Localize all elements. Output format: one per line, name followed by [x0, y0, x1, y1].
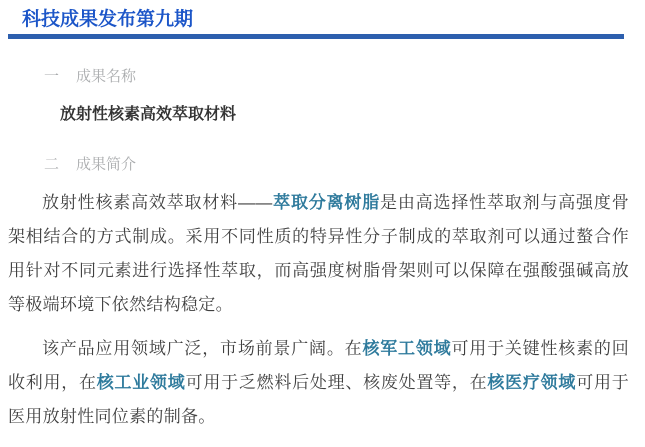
highlight-term: 核军工领域 [362, 339, 452, 358]
text-segment: 可用于医用放射性同位素的制备。 [8, 373, 629, 426]
text-segment: 可用于关键性核素的回收利用，在 [8, 339, 629, 392]
highlight-term: 核医疗领域 [487, 373, 577, 392]
achievement-name: 放射性核素高效萃取材料 [60, 106, 237, 123]
section-heading-achievement-intro [44, 155, 645, 175]
page-title: 科技成果发布第九期 [22, 9, 194, 30]
text-segment: 放射性核素高效萃取材料—— [42, 193, 273, 212]
highlight-term: 核工业领域 [96, 373, 186, 392]
section-heading-achievement-name [44, 67, 645, 87]
section-label: 成果简介 [76, 156, 137, 173]
intro-paragraphs [8, 186, 629, 434]
section-number: 二 [44, 156, 60, 173]
section-number: 一 [44, 68, 60, 85]
text-segment: 可用于乏燃料后处理、核废处置等，在 [185, 373, 488, 392]
highlight-term: 萃取分离树脂 [272, 193, 381, 212]
text-segment: 是由高选择性萃取剂与高强度骨架相结合的方式制成。采用不同性质的特异性分子制成的萃取剂可以通过螯合作用针对不同元素进行选择性萃取，而高强度树脂骨架则可以保障在强酸强碱高放等极端环境下依然结构稳定。 [8, 193, 629, 314]
header-divider [8, 34, 624, 39]
text-segment: 该产品应用领域广泛，市场前景广阔。在 [42, 339, 363, 358]
body-paragraph [8, 332, 629, 434]
body-paragraph [8, 186, 629, 322]
section-label: 成果名称 [76, 68, 137, 85]
